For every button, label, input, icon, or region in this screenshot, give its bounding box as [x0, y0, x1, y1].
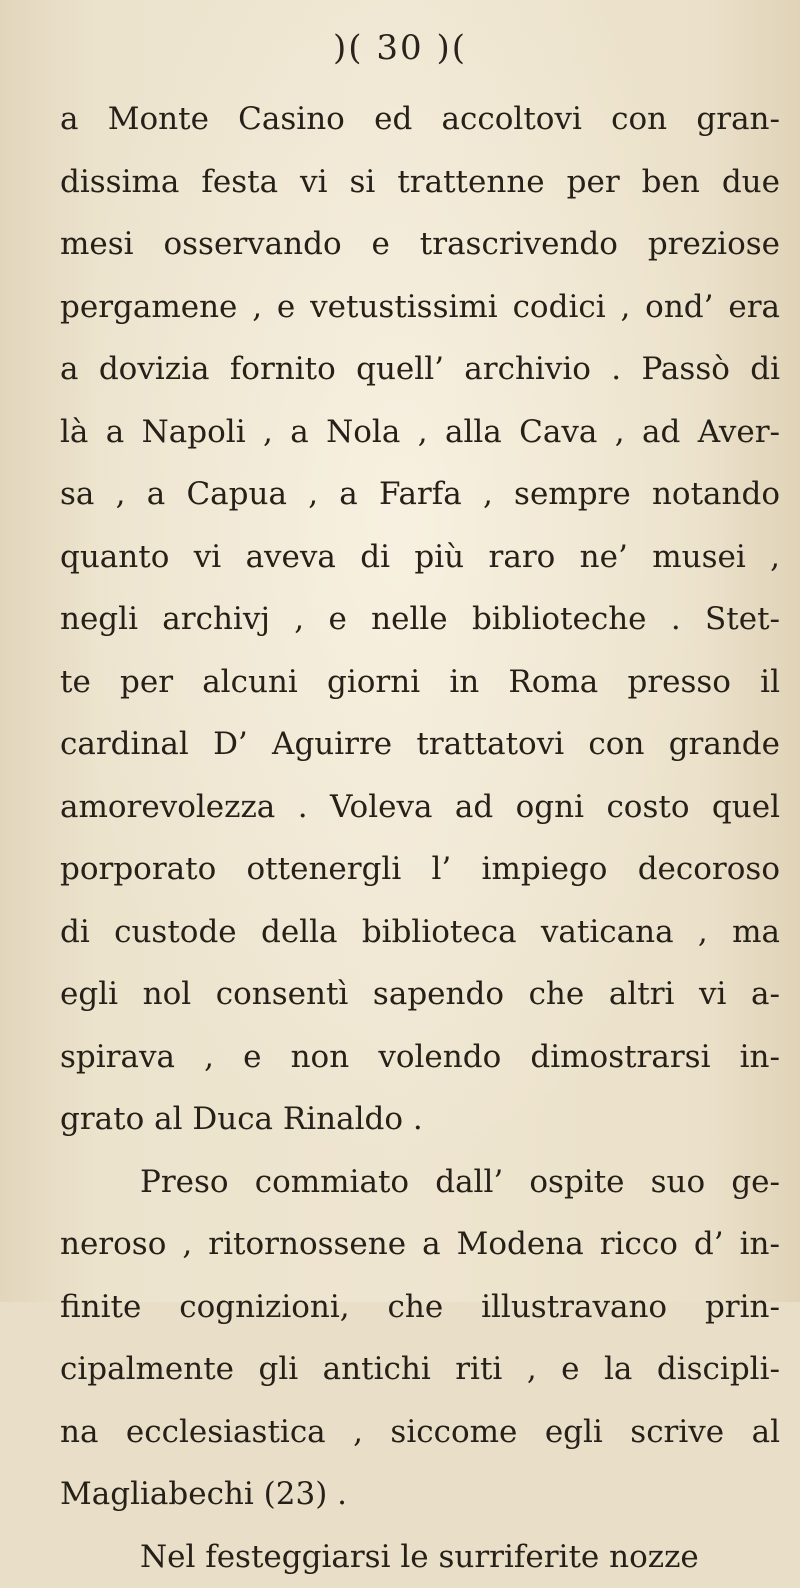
text-line: porporato ottenergli l’ impiego decoroso: [60, 838, 780, 901]
text-line: quanto vi aveva di più raro ne’ musei ,: [60, 526, 780, 589]
text-line: a dovizia fornito quell’ archivio . Passò di: [60, 338, 780, 401]
body-text: [60, 88, 780, 1588]
text-line: là a Napoli , a Nola , alla Cava , ad Aver-: [60, 401, 780, 464]
text-line: finite cognizioni, che illustravano prin-: [60, 1276, 780, 1339]
page-number-header: )( 30 )(: [0, 28, 800, 68]
text-line: di custode della biblioteca vaticana , ma: [60, 901, 780, 964]
text-line: negli archivj , e nelle biblioteche . Stet-: [60, 588, 780, 651]
text-line: cipalmente gli antichi riti , e la discipli-: [60, 1338, 780, 1401]
text-line: pergamene , e vetustissimi codici , ond’ era: [60, 276, 780, 339]
text-line: cardinal D’ Aguirre trattatovi con grande: [60, 713, 780, 776]
text-line: neroso , ritornossene a Modena ricco d’ in-: [60, 1213, 780, 1276]
text-line: a Monte Casino ed accoltovi con gran-: [60, 88, 780, 151]
text-line: egli nol consentì sapendo che altri vi a-: [60, 963, 780, 1026]
text-line: sa , a Capua , a Farfa , sempre notando: [60, 463, 780, 526]
text-line: spirava , e non volendo dimostrarsi in-: [60, 1026, 780, 1089]
text-line-paragraph-start: Nel festeggiarsi le surriferite nozze: [60, 1526, 780, 1588]
text-line-paragraph-start: Preso commiato dall’ ospite suo ge-: [60, 1151, 780, 1214]
text-line: na ecclesiastica , siccome egli scrive al: [60, 1401, 780, 1464]
text-line-paragraph-end: Magliabechi (23) .: [60, 1463, 780, 1526]
text-line: amorevolezza . Voleva ad ogni costo quel: [60, 776, 780, 839]
text-line-paragraph-end: grato al Duca Rinaldo .: [60, 1088, 780, 1151]
text-line: dissima festa vi si trattenne per ben due: [60, 151, 780, 214]
text-line: te per alcuni giorni in Roma presso il: [60, 651, 780, 714]
text-line: mesi osservando e trascrivendo preziose: [60, 213, 780, 276]
